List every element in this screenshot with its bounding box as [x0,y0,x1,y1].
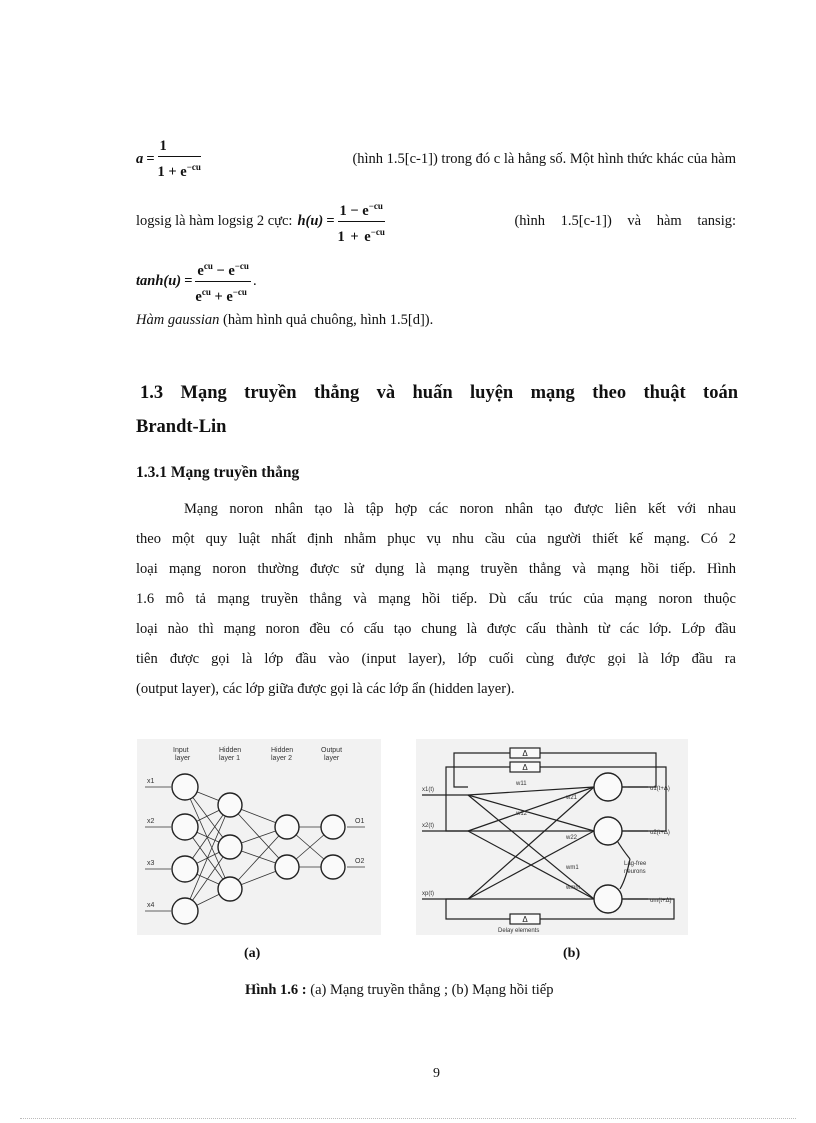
header-hidden2-2: layer 2 [271,755,293,762]
lag-free-note: Lag-free [624,861,647,867]
recurrent-neuron [594,885,622,913]
recurrent-neuron [594,773,622,801]
output-label: O2 [355,858,365,865]
weight-label: w11 [516,781,527,787]
subsection-heading: 1.3.1 Mạng truyền thẳng [136,464,300,481]
lag-free-note: neurons [624,869,646,875]
body-line: 1.6 mô tả mạng truyền thẳng và mạng hồi tiếp. Dù cấu trúc của mạng noron thuộc [136,591,736,607]
recurrent-neuron [594,817,622,845]
input-label: x4 [147,902,155,909]
formula-line-a: a = $\frac{1}{1 + e^{-cu}}$ (hình 1.5[c-1]) trong đó c là hằng số. Một hình thức khác của hàm [136,138,736,180]
formula-tanh-lhs: tanh(u) [136,273,182,290]
section-title-line1: 1.3 Mạng truyền thẳng và huấn luyện mạng theo thuật toán [140,383,738,403]
formula-tanh-fraction: $\frac{e^{cu} - e^{-cu}}{e^{cu} + e^{-cu}}$ [195,256,251,307]
input-label: x1 [147,778,155,785]
figure-a-label: (a) [244,946,261,961]
weight-label: wm1 [566,865,579,871]
hidden1-neuron [218,793,242,817]
figure-b-recurrent-network [416,739,688,935]
figure-a-feedforward-network [137,739,381,935]
input-neuron [172,814,198,840]
input-label: xp(t) [422,891,434,897]
body-line: theo một quy luật nhất định nhằm phục vụ nhu cầu của người thiết kế mạng. Có 2 [136,531,736,547]
body-line: Mạng noron nhân tạo là tập hợp các noron nhân tạo được liên kết với nhau [184,501,736,517]
header-hidden1-2: layer 1 [219,755,241,762]
header-hidden1-1: Hidden [219,747,242,754]
body-line: (output layer), các lớp giữa được gọi là các lớp ẩn (hidden layer). [136,681,515,697]
header-input-1: Input [173,747,189,754]
header-output-2: layer [324,755,340,762]
weight-label: w12 [516,811,528,817]
weight-label: wmm [566,885,581,891]
body-line: tiên được gọi là lớp đầu vào (input layer), lớp cuối cùng được gọi là lớp đầu ra [136,651,736,667]
output-label: o2(t+Δ) [650,830,670,836]
gaussian-term: Hàm gaussian [136,312,220,328]
footer-divider [20,1118,796,1119]
output-label: om(t+Δ) [650,898,672,904]
formula-h-fraction: $\frac{1 - e^{-cu}}{1 + e^{-cu}}$ [338,196,385,247]
body-line: loại nào thì mạng noron đều có cấu tạo chung là được cấu thành từ các lớp. Lớp đầu [136,621,736,637]
input-label: x2 [147,818,155,825]
formula-a-fraction: $\frac{1}{1 + e^{-cu}}$ [157,138,201,180]
caption-label: Hình 1.6 : [245,982,307,998]
input-neuron [172,774,198,800]
output-label: O1 [355,818,365,825]
output-neuron [321,855,345,879]
hidden2-neuron [275,855,299,879]
caption-text: (a) Mạng truyền thẳng ; (b) Mạng hồi tiếp [306,982,554,998]
output-neuron [321,815,345,839]
hidden1-neuron [218,877,242,901]
gaussian-line: Hàm gaussian (hàm hình quả chuông, hình 1.5[d]). [136,312,434,328]
hidden2-neuron [275,815,299,839]
body-line: loại mạng noron thường được sử dụng là mạng truyền thẳng và mạng hồi tiếp. Hình [136,561,736,577]
figure-b-label: (b) [563,946,581,961]
section-title-line2: Brandt-Lin [136,417,227,437]
formula-h-lhs: h(u) [297,213,324,230]
page-number: 9 [433,1066,440,1081]
input-neuron [172,856,198,882]
body-paragraph [136,494,736,704]
formula-a-lhs: a [136,150,144,167]
delay-symbol: Δ [522,749,528,758]
delay-symbol: Δ [522,915,528,924]
header-input-2: layer [175,755,191,762]
delay-symbol: Δ [522,763,528,772]
input-neuron [172,898,198,924]
formula-a-text: (hình 1.5[c-1]) trong đó c là hằng số. Một hình thức khác của hàm [352,150,736,167]
hidden1-neuron [218,835,242,859]
formula-line-tanh: tanh(u) = $\frac{e^{cu} - e^{-cu}}{e^{cu} + e^{-cu}}$ . [136,256,536,307]
formula-h-prefix: logsig là hàm logsig 2 cực: [136,213,293,230]
input-label: x2(t) [422,823,434,829]
formula-h-suffix: (hình 1.5[c-1]) và hàm tansig: [514,213,736,230]
input-label: x1(t) [422,787,434,793]
weight-label: w22 [566,835,578,841]
delay-elements-label: Delay elements [498,928,540,934]
section-heading [136,376,738,444]
output-label: o1(t+Δ) [650,786,670,792]
header-output-1: Output [321,747,343,754]
formula-line-h: logsig là hàm logsig 2 cực: h(u) = $\frac{1 - e^{-cu}}{1 + e^{-cu}}$ (hình 1.5[c-1]) và hàm tansig: [136,196,736,247]
figure-caption [245,982,553,999]
input-label: x3 [147,860,155,867]
weight-label: w21 [566,795,578,801]
header-hidden2-1: Hidden [271,747,294,754]
